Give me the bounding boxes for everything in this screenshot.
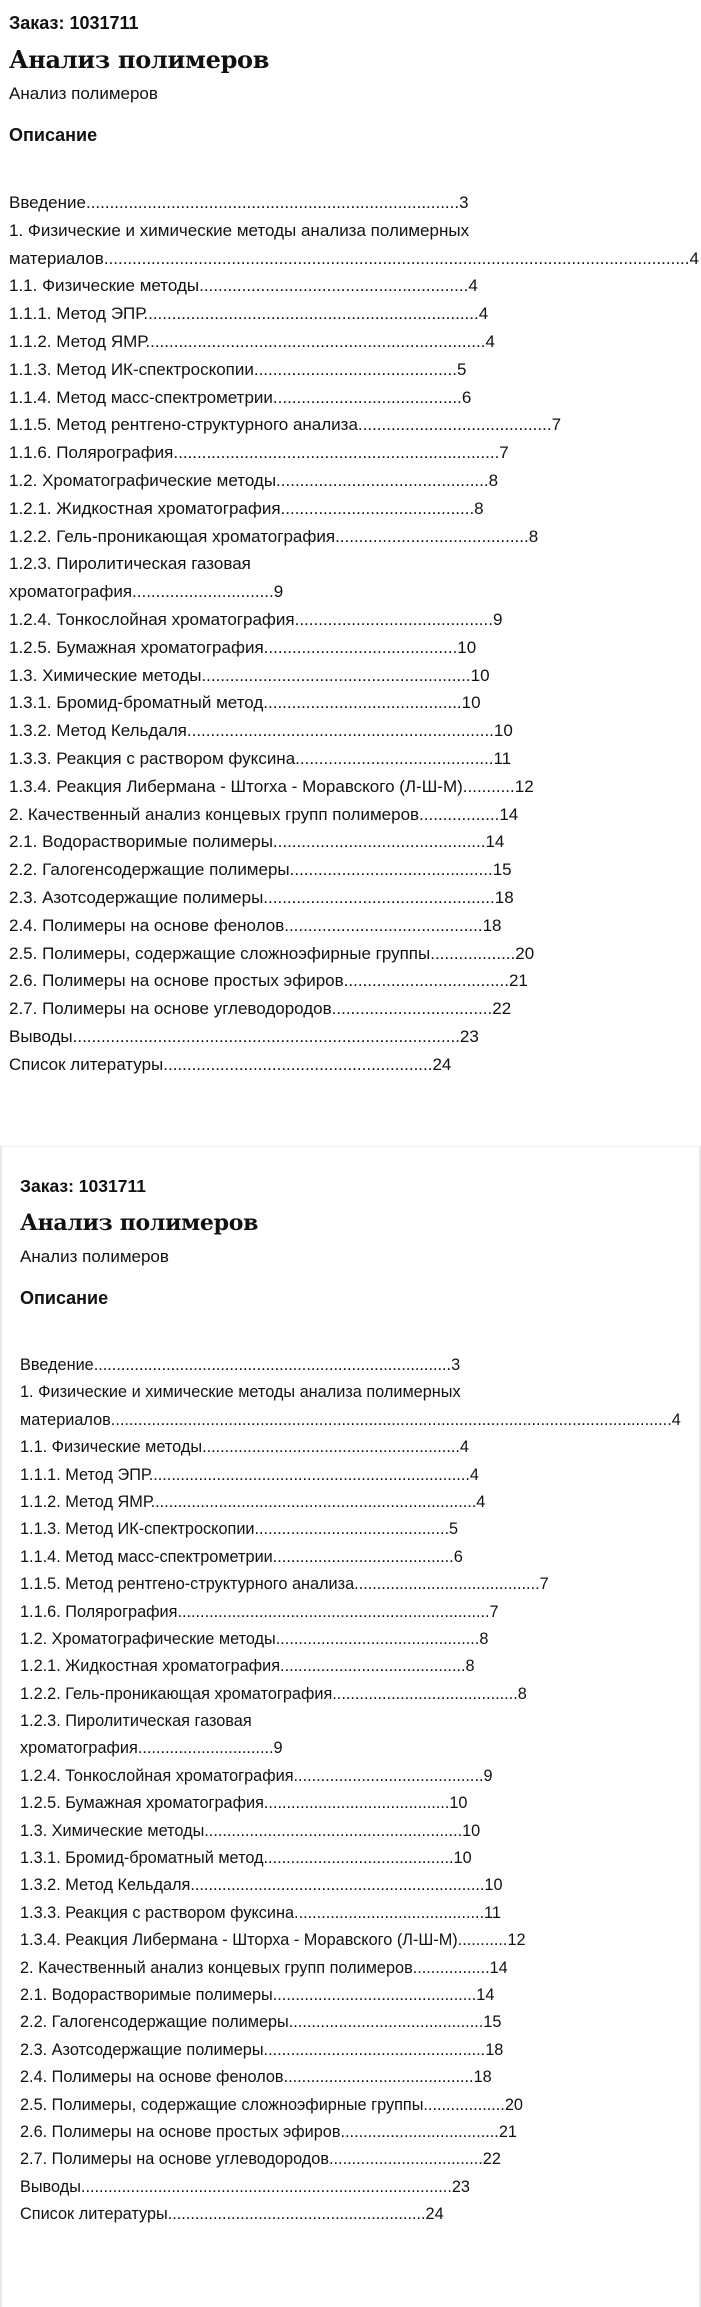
toc-line: 2.2. Галогенсодержащие полимеры...........................................15 (9, 860, 512, 880)
toc-line: 1.2.5. Бумажная хроматография.........................................10 (9, 637, 477, 657)
toc-line: 2.2. Галогенсодержащие полимеры...........................................15 (20, 2013, 502, 2032)
order-number: Заказ: 1031711 (20, 1176, 146, 1196)
order-subtitle: Анализ полимеров (9, 84, 158, 103)
toc-line: 2.3. Азотсодержащие полимеры.................................................18 (20, 2040, 504, 2059)
toc-line: 1. Физические и химические методы анализа полимерных (9, 220, 470, 240)
toc-line: 1.2. Хроматографические методы.............................................8 (20, 1629, 489, 1648)
toc-line: 1.1.5. Метод рентгено-структурного анализа.........................................7 (9, 415, 562, 435)
toc-line: 1.3.4. Реакция Либермана - Штorxa - Моравского (Л-Ш-М)...........12 (9, 776, 534, 796)
toc-line: материалов............................................................................................................................4 (9, 248, 699, 268)
order-block-1 (0, 0, 701, 1079)
toc-line: Список литературы.........................................................24 (20, 2205, 444, 2224)
toc-line: 1.3.2. Метод Кельдаля.................................................................10 (9, 721, 513, 741)
description-heading: Описание (20, 1288, 109, 1308)
toc-line: 1.2.4. Тонкослойная хроматография..........................................9 (9, 609, 503, 629)
toc-line: 2.6. Полимеры на основе простых эфиров...................................21 (20, 2122, 517, 2141)
toc-line: 1.3.2. Метод Кельдаля.................................................................10 (20, 1876, 503, 1895)
order-title[interactable]: Анализ полимеров (20, 1210, 259, 1236)
toc-line: Выводы..................................................................................23 (9, 1026, 479, 1046)
toc-line: 1.2.4. Тонкослойная хроматография..........................................9 (20, 1766, 493, 1785)
toc-line: 1.2.3. Пиролитическая газовая (20, 1712, 252, 1731)
order-block-2 (0, 1146, 701, 2307)
toc-line: 1.1. Физические методы.........................................................4 (9, 276, 478, 296)
toc-line: 1.1.1. Метод ЭПР.......................................................................4 (9, 304, 489, 324)
toc-line: 1.1.6. Полярография.....................................................................7 (20, 1602, 499, 1621)
toc-line: Список литературы.........................................................24 (9, 1054, 452, 1074)
toc-line: 1.3.3. Реакция с раствором фуксина..........................................11 (20, 1903, 501, 1922)
table-of-contents (9, 189, 699, 1079)
toc-line: 1.1.2. Метод ЯМР........................................................................4 (9, 331, 495, 351)
toc-line: 1.2.3. Пиролитическая газовая (9, 554, 251, 574)
toc-line: 1.3.4. Реакция Либермана - Шторха - Моравского (Л-Ш-М)...........12 (20, 1931, 526, 1950)
toc-line: 1.1.2. Метод ЯМР........................................................................4 (20, 1492, 486, 1511)
toc-line: 2.6. Полимеры на основе простых эфиров...................................21 (9, 971, 528, 991)
toc-line: 1.3.3. Реакция с раствором фуксина..........................................11 (9, 748, 512, 768)
spacer (9, 166, 691, 189)
toc-line: 1.3. Химические методы.........................................................10 (20, 1821, 481, 1840)
toc-line: 1. Физические и химические методы анализа полимерных (20, 1383, 461, 1402)
table-of-contents (20, 1352, 681, 2229)
toc-line: хроматография..............................9 (20, 1739, 283, 1758)
toc-line: 2. Качественный анализ концевых групп полимеров.................14 (20, 1958, 508, 1977)
toc-line: 2. Качественный анализ концевых групп полимеров.................14 (9, 804, 519, 824)
toc-line: 2.7. Полимеры на основе углеводородов..................................22 (9, 999, 512, 1019)
order-number: Заказ: 1031711 (9, 13, 139, 33)
toc-line: 1.1. Физические методы.........................................................4 (20, 1438, 469, 1457)
toc-line: 2.4. Полимеры на основе фенолов..........................................18 (9, 915, 502, 935)
toc-line: 1.3.1. Бромид-броматный метод..........................................10 (20, 1849, 472, 1868)
toc-line: 1.2. Хроматографические методы.............................................8 (9, 470, 499, 490)
order-title[interactable]: Анализ полимеров (9, 45, 270, 74)
toc-line: 2.5. Полимеры, содержащие сложноэфирные группы..................20 (9, 943, 535, 963)
description-heading: Описание (9, 125, 98, 145)
toc-line: 1.1.6. Полярография.....................................................................7 (9, 443, 509, 463)
toc-line: 2.1. Водорастворимые полимеры.............................................14 (9, 832, 505, 852)
toc-line: 1.2.1. Жидкостная хроматография.........................................8 (20, 1657, 475, 1676)
toc-line: 2.7. Полимеры на основе углеводородов..................................22 (20, 2150, 501, 2169)
toc-line: Выводы..................................................................................23 (20, 2177, 470, 2196)
toc-line: 1.3. Химические методы.........................................................10 (9, 665, 490, 685)
toc-line: Введение...............................................................................3 (20, 1356, 461, 1374)
toc-line: материалов............................................................................................................................4 (20, 1410, 681, 1429)
toc-line: 2.3. Азотсодержащие полимеры.................................................18 (9, 887, 514, 907)
spacer (20, 1329, 681, 1352)
toc-line: 2.4. Полимеры на основе фенолов..........................................18 (20, 2068, 492, 2087)
toc-line: 1.1.3. Метод ИК-спектроскопии...........................................5 (9, 359, 467, 379)
toc-line: 2.5. Полимеры, содержащие сложноэфирные группы..................20 (20, 2095, 523, 2114)
toc-line: 1.2.2. Гель-проникающая хроматография.........................................8 (9, 526, 539, 546)
toc-line: 1.1.1. Метод ЭПР.......................................................................4 (20, 1465, 479, 1484)
toc-line: 1.1.5. Метод рентгено-структурного анализа.........................................7 (20, 1575, 549, 1594)
toc-line: 1.1.4. Метод масс-спектрометрии........................................6 (20, 1547, 463, 1566)
toc-line: 1.1.3. Метод ИК-спектроскопии...........................................5 (20, 1520, 459, 1539)
toc-line: 1.1.4. Метод масс-спектрометрии........................................6 (9, 387, 472, 407)
order-subtitle: Анализ полимеров (20, 1247, 169, 1266)
toc-line: 1.2.5. Бумажная хроматография.........................................10 (20, 1794, 468, 1813)
toc-line: 1.2.2. Гель-проникающая хроматография.........................................8 (20, 1684, 527, 1703)
toc-line: 1.3.1. Бромид-броматный метод..........................................10 (9, 693, 481, 713)
toc-line: 2.1. Водорастворимые полимеры.............................................14 (20, 1985, 495, 2004)
toc-line: 1.2.1. Жидкостная хроматография.........................................8 (9, 498, 484, 518)
toc-line: Введение...............................................................................3 (9, 193, 469, 212)
toc-line: хроматография..............................9 (9, 582, 284, 602)
